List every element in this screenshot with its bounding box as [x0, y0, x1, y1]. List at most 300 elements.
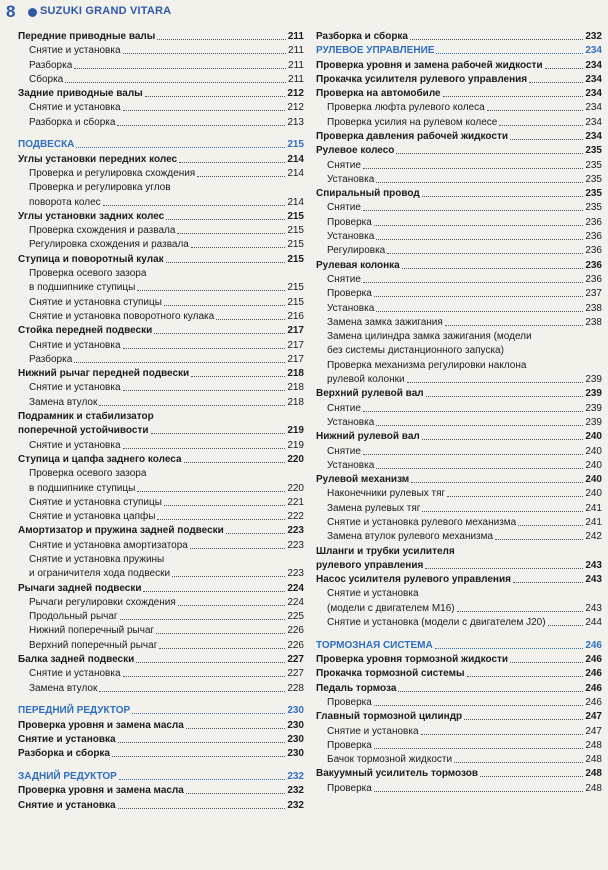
page-ref: 215 — [287, 139, 304, 151]
page-ref: 242 — [585, 531, 602, 543]
entry-title: Проверка на автомобиле — [316, 88, 441, 100]
leader-dots — [363, 454, 583, 455]
page-ref: 211 — [287, 30, 304, 42]
entry-title: Проверка — [327, 782, 372, 794]
toc-column-right — [316, 29, 602, 795]
leader-dots — [487, 110, 584, 111]
leader-dots — [120, 619, 286, 620]
leader-dots — [172, 576, 285, 577]
leader-dots — [99, 691, 285, 692]
entry-title: Бачок тормозной жидкости — [327, 754, 453, 766]
leader-dots — [363, 411, 583, 412]
leader-dots — [157, 39, 286, 40]
leader-dots — [435, 648, 584, 649]
entry-title: Проверка и регулировка схождения — [29, 167, 196, 179]
page-ref: 239 — [585, 416, 602, 428]
toc-subentry — [18, 552, 304, 566]
leader-dots — [363, 210, 583, 211]
page-ref: 214 — [287, 153, 304, 165]
page-ref: 214 — [287, 196, 304, 208]
entry-title: ПЕРЕДНИЙ РЕДУКТОР — [18, 705, 131, 717]
leader-dots — [123, 676, 286, 677]
page-ref: 243 — [585, 602, 602, 614]
leader-dots — [136, 662, 285, 663]
page-ref: 211 — [288, 59, 304, 71]
toc-subentry — [18, 595, 304, 609]
page-ref: 235 — [585, 145, 602, 157]
entry-title: Стойка передней подвески — [18, 325, 153, 337]
entry-title: Регулировка — [327, 245, 386, 257]
page-ref: 236 — [585, 273, 602, 285]
toc-section — [18, 137, 304, 151]
entry-title: Снятие и установка — [29, 439, 121, 451]
toc-subentry — [316, 201, 602, 215]
leader-dots — [76, 147, 285, 148]
entry-title: Разборка и сборка — [18, 748, 110, 760]
entry-title: Спиральный провод — [316, 188, 420, 200]
page-ref: 247 — [585, 725, 602, 737]
leader-dots — [374, 791, 584, 792]
toc-subentry — [18, 223, 304, 237]
toc-heading — [316, 572, 602, 586]
toc-subentry — [18, 566, 304, 580]
entry-title: в подшипнике ступицы — [29, 282, 136, 294]
entry-title: в подшипнике ступицы — [29, 482, 136, 494]
leader-dots — [495, 539, 583, 540]
leader-dots — [123, 110, 286, 111]
entry-title: Проверка уровня тормозной жидкости — [316, 654, 509, 666]
page-ref: 240 — [585, 431, 602, 443]
page-ref: 246 — [585, 668, 602, 680]
page-ref: 221 — [287, 496, 304, 508]
toc-heading — [18, 209, 304, 223]
toc-subentry — [316, 695, 602, 709]
entry-title: Регулировка схождения и развала — [29, 239, 189, 251]
entry-title: Снятие и установка — [29, 45, 121, 57]
leader-dots — [421, 734, 584, 735]
toc-subentry — [18, 43, 304, 57]
entry-title: Верхний поперечный рычаг — [29, 639, 158, 651]
entry-title: Проверка схождения и развала — [29, 225, 176, 237]
entry-title: Верхний рулевой вал — [316, 388, 424, 400]
leader-dots — [363, 168, 583, 169]
toc-column-left — [18, 29, 304, 812]
page-ref: 219 — [287, 425, 304, 437]
leader-dots — [143, 591, 285, 592]
toc-heading — [316, 258, 602, 272]
entry-title: поперечной устойчивости — [18, 425, 149, 437]
page-ref: 243 — [585, 559, 602, 571]
entry-title: Разборка — [29, 353, 73, 365]
leader-dots — [164, 505, 285, 506]
leader-dots — [103, 205, 286, 206]
toc-heading — [18, 746, 304, 760]
entry-title: Рулевое колесо — [316, 145, 395, 157]
page-ref: 239 — [585, 388, 602, 400]
page-ref: 248 — [585, 782, 602, 794]
page-ref: 228 — [287, 682, 304, 694]
page-ref: 212 — [287, 102, 304, 114]
entry-title: Рулевой механизм — [316, 474, 410, 486]
page-ref: 222 — [287, 511, 304, 523]
toc-heading — [18, 409, 304, 423]
toc-section — [316, 638, 602, 652]
entry-title: Замена втулок рулевого механизма — [327, 531, 494, 543]
leader-dots — [166, 262, 286, 263]
leader-dots — [374, 748, 584, 749]
toc-subentry — [18, 509, 304, 523]
leader-dots — [117, 125, 285, 126]
page-ref: 220 — [287, 453, 304, 465]
leader-dots — [159, 648, 285, 649]
toc-subentry — [316, 344, 602, 358]
leader-dots — [164, 305, 285, 306]
page-ref: 238 — [585, 302, 602, 314]
toc-subentry — [316, 501, 602, 515]
toc-heading — [316, 58, 602, 72]
leader-dots — [119, 779, 285, 780]
page-ref: 219 — [287, 439, 304, 451]
leader-dots — [74, 68, 286, 69]
leader-dots — [480, 776, 583, 777]
leader-dots — [154, 333, 285, 334]
entry-title: Углы установки задних колес — [18, 210, 165, 222]
toc-heading — [316, 429, 602, 443]
page-ref: 215 — [287, 296, 304, 308]
toc-subentry — [18, 466, 304, 480]
entry-title: рулевого управления — [316, 559, 424, 571]
page-ref: 218 — [287, 382, 304, 394]
page-ref: 220 — [287, 482, 304, 494]
page-ref: 227 — [287, 654, 304, 666]
page-ref: 234 — [585, 130, 602, 142]
toc-subentry — [18, 538, 304, 552]
toc-heading — [18, 252, 304, 266]
entry-title: Снятие и установка (модели с двигателем J20) — [327, 617, 546, 629]
toc-subentry — [18, 238, 304, 252]
toc-subentry — [18, 266, 304, 280]
leader-dots — [422, 511, 583, 512]
entry-title: Проверка — [327, 696, 372, 708]
toc-subentry — [18, 100, 304, 114]
toc-section — [18, 703, 304, 717]
toc-subentry — [316, 458, 602, 472]
entry-title: Снятие и установка пружины — [29, 553, 165, 565]
entry-title: Снятие — [327, 402, 361, 414]
entry-title: Вакуумный усилитель тормозов — [316, 768, 479, 780]
toc-subentry — [18, 609, 304, 623]
leader-dots — [376, 425, 583, 426]
toc-subentry — [316, 100, 602, 114]
leader-dots — [445, 325, 584, 326]
page-ref: 215 — [287, 239, 304, 251]
page-ref: 214 — [287, 167, 304, 179]
entry-title: Разборка и сборка — [316, 30, 408, 42]
page-ref: 246 — [585, 682, 602, 694]
leader-dots — [376, 182, 583, 183]
toc-subentry — [316, 215, 602, 229]
page-ref: 235 — [585, 173, 602, 185]
page-ref: 218 — [287, 368, 304, 380]
entry-title: Рычаги задней подвески — [18, 582, 142, 594]
toc-heading — [18, 783, 304, 797]
leader-dots — [191, 247, 285, 248]
header-title: SUZUKI GRAND VITARA — [40, 5, 172, 17]
toc-subentry — [18, 352, 304, 366]
toc-heading — [316, 709, 602, 723]
entry-title: Прокачка усилителя рулевого управления — [316, 73, 528, 85]
leader-dots — [376, 311, 583, 312]
toc-subentry — [316, 615, 602, 629]
toc-heading — [18, 523, 304, 537]
entry-title: без системы дистанционного запуска) — [327, 345, 504, 357]
entry-title: Замена рулевых тяг — [327, 502, 421, 514]
leader-dots — [112, 756, 285, 757]
toc-subentry — [18, 638, 304, 652]
page-ref: 243 — [585, 574, 602, 586]
leader-dots — [226, 533, 285, 534]
leader-dots — [376, 239, 583, 240]
toc-subentry — [316, 415, 602, 429]
spacer — [316, 629, 602, 637]
entry-title: Проверка усилия на рулевом колесе — [327, 116, 498, 128]
page-ref: 248 — [585, 754, 602, 766]
leader-dots — [402, 268, 584, 269]
leader-dots — [464, 719, 583, 720]
page-ref: 246 — [585, 654, 602, 666]
toc-subentry — [18, 481, 304, 495]
page-ref: 235 — [585, 188, 602, 200]
toc-heading — [18, 798, 304, 812]
entry-title: Ступица и поворотный кулак — [18, 253, 164, 265]
entry-title: Нижний рычаг передней подвески — [18, 368, 190, 380]
toc-heading — [316, 767, 602, 781]
page-ref: 239 — [585, 402, 602, 414]
toc-subentry — [18, 195, 304, 209]
leader-dots — [123, 53, 287, 54]
leader-dots — [436, 53, 583, 54]
entry-title: Снятие и установка — [327, 588, 419, 600]
toc-heading — [18, 652, 304, 666]
entry-title: Снятие и установка поворотного кулака — [29, 310, 215, 322]
leader-dots — [529, 82, 583, 83]
entry-title: Снятие и установка — [29, 339, 121, 351]
entry-title: Снятие и установка цапфы — [29, 511, 156, 523]
page-ref: 217 — [287, 353, 304, 365]
page-ref: 230 — [287, 748, 304, 760]
page-ref: 240 — [585, 488, 602, 500]
page-ref: 248 — [585, 739, 602, 751]
entry-title: Снятие и установка ступицы — [29, 296, 162, 308]
entry-title: (модели с двигателем M16) — [327, 602, 455, 614]
toc-subentry — [316, 515, 602, 529]
toc-subentry — [316, 229, 602, 243]
toc-section — [18, 769, 304, 783]
toc-subentry — [316, 738, 602, 752]
entry-title: Проверка и регулировка углов — [29, 182, 171, 194]
leader-dots — [548, 625, 584, 626]
entry-title: ЗАДНИЙ РЕДУКТОР — [18, 770, 117, 782]
leader-dots — [499, 125, 583, 126]
toc-heading — [18, 423, 304, 437]
page-ref: 246 — [585, 639, 602, 651]
leader-dots — [374, 225, 584, 226]
page-ref: 235 — [585, 202, 602, 214]
toc-subentry — [18, 295, 304, 309]
entry-title: Снятие и установка — [18, 733, 116, 745]
leader-dots — [374, 705, 584, 706]
entry-title: Снятие и установка — [29, 102, 121, 114]
entry-title: Снятие — [327, 202, 361, 214]
leader-dots — [467, 676, 584, 677]
leader-dots — [197, 176, 285, 177]
leader-dots — [422, 439, 584, 440]
toc-section — [316, 43, 602, 57]
leader-dots — [157, 519, 285, 520]
toc-subentry — [316, 272, 602, 286]
page-ref: 226 — [287, 625, 304, 637]
leader-dots — [137, 491, 285, 492]
entry-title: Проверка механизма регулировки наклона — [327, 359, 527, 371]
entry-title: Установка — [327, 416, 375, 428]
toc-heading — [316, 29, 602, 43]
page-number: 8 — [6, 2, 16, 21]
page-ref: 227 — [287, 668, 304, 680]
leader-dots — [179, 162, 285, 163]
page-ref: 223 — [287, 568, 304, 580]
page-ref: 213 — [287, 116, 304, 128]
leader-dots — [74, 362, 285, 363]
entry-title: Прокачка тормозной системы — [316, 668, 465, 680]
entry-title: Амортизатор и пружина задней подвески — [18, 525, 224, 537]
toc-heading — [316, 544, 602, 558]
leader-dots — [422, 196, 584, 197]
page-ref: 237 — [585, 288, 602, 300]
toc-subentry — [316, 358, 602, 372]
toc-subentry — [18, 666, 304, 680]
toc-subentry — [316, 529, 602, 543]
entry-title: Снятие — [327, 273, 361, 285]
entry-title: Проверка давления рабочей жидкости — [316, 130, 508, 142]
toc-subentry — [316, 372, 602, 386]
toc-subentry — [18, 395, 304, 409]
entry-title: Проверка люфта рулевого колеса — [327, 102, 485, 114]
leader-dots — [151, 433, 286, 434]
toc-subentry — [18, 681, 304, 695]
leader-dots — [513, 582, 583, 583]
leader-dots — [184, 462, 286, 463]
page-ref: 238 — [585, 316, 602, 328]
toc-subentry — [18, 180, 304, 194]
page-ref: 216 — [287, 310, 304, 322]
leader-dots — [443, 96, 584, 97]
entry-title: Задние приводные валы — [18, 88, 143, 100]
page-ref: 211 — [288, 45, 304, 57]
toc-subentry — [316, 587, 602, 601]
toc-subentry — [316, 301, 602, 315]
entry-title: Проверка уровня и замена масла — [18, 785, 184, 797]
toc-subentry — [18, 438, 304, 452]
entry-title: ПОДВЕСКА — [18, 139, 75, 151]
toc-subentry — [316, 781, 602, 795]
entry-title: Разборка и сборка — [29, 116, 116, 128]
page-ref: 239 — [585, 374, 602, 386]
toc-subentry — [18, 624, 304, 638]
leader-dots — [137, 290, 285, 291]
leader-dots — [457, 611, 584, 612]
page-ref: 217 — [287, 339, 304, 351]
page-ref: 240 — [585, 445, 602, 457]
page-ref: 244 — [585, 617, 602, 629]
page-ref: 230 — [287, 719, 304, 731]
entry-title: Нижний рулевой вал — [316, 431, 420, 443]
toc-subentry — [316, 172, 602, 186]
entry-title: Снятие и установка рулевого механизма — [327, 517, 517, 528]
leader-dots — [376, 468, 583, 469]
page-ref: 236 — [585, 231, 602, 243]
spacer — [18, 761, 304, 769]
page-ref: 234 — [585, 59, 602, 71]
entry-title: Снятие — [327, 445, 361, 457]
toc-heading — [316, 86, 602, 100]
page-ref: 236 — [585, 259, 602, 271]
entry-title: Продольный рычаг — [29, 611, 118, 623]
page-ref: 240 — [585, 474, 602, 486]
page-ref: 235 — [585, 159, 602, 171]
leader-dots — [396, 153, 583, 154]
page-ref: 225 — [287, 611, 304, 623]
page-ref: 223 — [287, 539, 304, 551]
page-ref: 247 — [585, 711, 602, 723]
leader-dots — [186, 728, 285, 729]
leader-dots — [454, 762, 583, 763]
leader-dots — [510, 662, 583, 663]
page-ref: 212 — [287, 88, 304, 100]
leader-dots — [123, 448, 286, 449]
entry-title: Проверка — [327, 216, 372, 228]
page-ref: 236 — [585, 245, 602, 257]
leader-dots — [426, 396, 584, 397]
leader-dots — [99, 405, 285, 406]
entry-title: Углы установки передних колес — [18, 153, 178, 165]
toc-heading — [316, 129, 602, 143]
toc-subentry — [316, 329, 602, 343]
page-ref: 223 — [287, 525, 304, 537]
leader-dots — [190, 548, 285, 549]
leader-dots — [363, 282, 583, 283]
page-ref: 232 — [585, 30, 602, 42]
entry-title: Нижний поперечный рычаг — [29, 625, 155, 637]
page-ref: 232 — [287, 799, 304, 811]
page-ref: 241 — [585, 517, 602, 528]
entry-title: Замена цилиндра замка зажигания (модели — [327, 331, 532, 343]
toc-subentry — [18, 338, 304, 352]
toc-subentry — [18, 280, 304, 294]
leader-dots — [411, 482, 583, 483]
page-ref: 234 — [585, 116, 602, 128]
page-ref: 230 — [287, 733, 304, 745]
leader-dots — [145, 96, 286, 97]
page-ref: 217 — [287, 325, 304, 337]
entry-title: Рулевая колонка — [316, 259, 400, 271]
entry-title: Установка — [327, 231, 375, 243]
toc-heading — [316, 472, 602, 486]
entry-title: Балка задней подвески — [18, 654, 135, 666]
page-ref: 230 — [287, 705, 304, 717]
entry-title: Педаль тормоза — [316, 682, 397, 694]
toc-subentry — [316, 286, 602, 300]
entry-title: Рычаги регулировки схождения — [29, 596, 176, 608]
